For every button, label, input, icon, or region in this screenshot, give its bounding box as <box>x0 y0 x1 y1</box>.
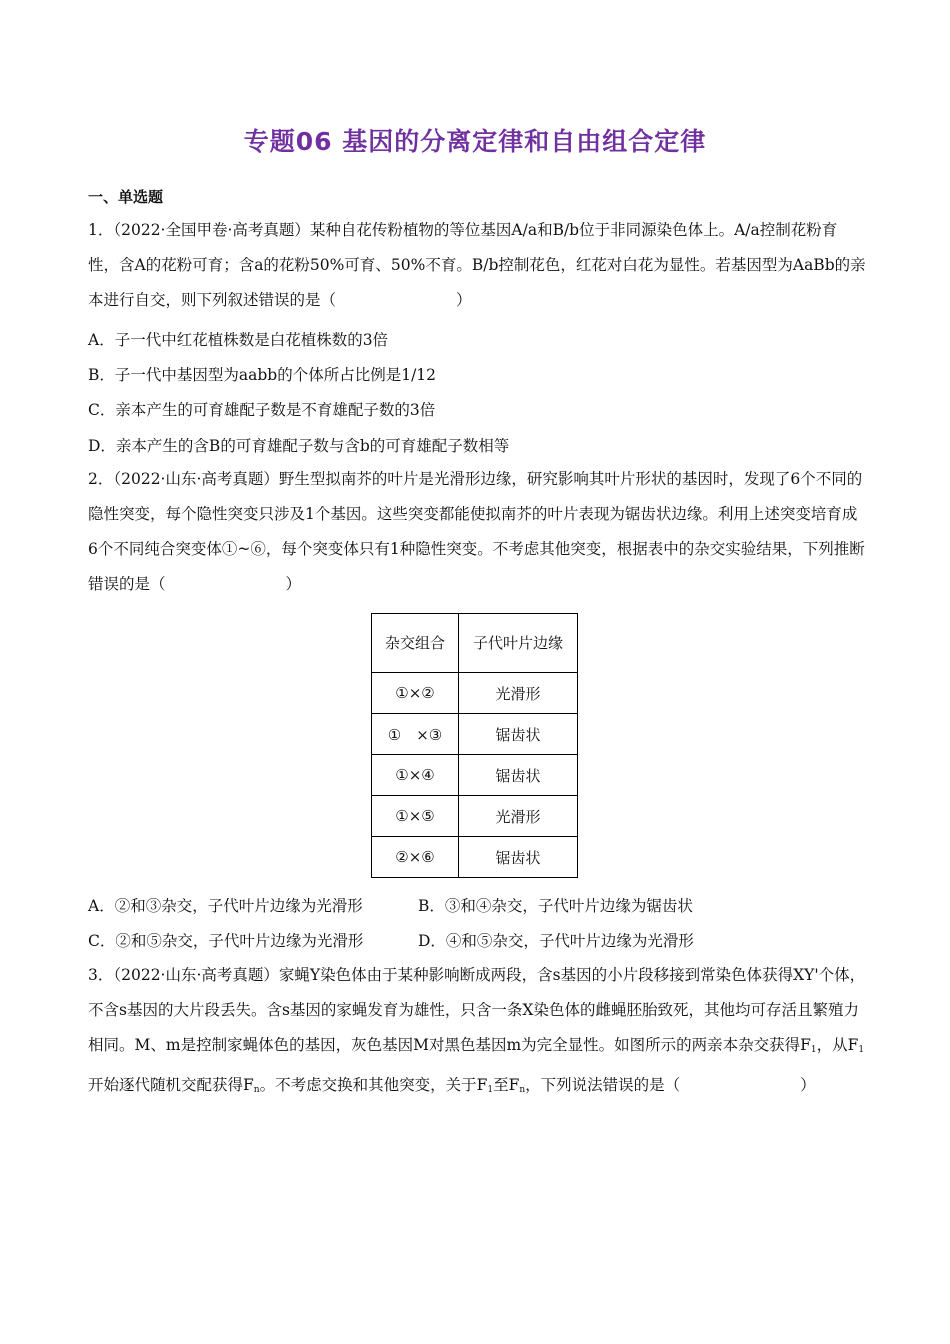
table-cell: ②×⑥ <box>372 837 459 878</box>
question-2-paren-close: ） <box>285 575 302 593</box>
question-2-option-a[interactable]: A．②和③杂交，子代叶片边缘为光滑形 <box>88 897 363 915</box>
question-3-text: 3．（2022·山东·高考真题）家蝇Y染色体由于某种影响断成两段，含s基因的小片段移接到常染色体获得XY'个体，不含s基因的大片段丢失。含s基因的家蝇发育为雄性，只含一条X染色体的雌蝇胚胎致死，其他均可存活且繁殖力相同。M、m是控制家蝇体色的基因，灰色基因M对黑色基因m为完全显性。如图所示的两亲本杂交获得F <box>88 966 866 1054</box>
table-row <box>372 673 578 714</box>
question-3-stem <box>88 958 866 1108</box>
subscript: 1 <box>810 1045 817 1055</box>
table-cell: 光滑形 <box>459 673 578 714</box>
table-header-row <box>372 614 578 673</box>
table-cell: ① ×③ <box>372 714 459 755</box>
subscript: 1 <box>858 1045 865 1055</box>
question-3-text: ，下列说法错误的是（ <box>525 1076 681 1094</box>
cross-results-table <box>371 613 578 878</box>
table-cell: ①×⑤ <box>372 796 459 837</box>
question-3-paren-close: ） <box>800 1076 816 1094</box>
table-header-cell: 杂交组合 <box>372 614 459 673</box>
question-3-text: 至F <box>493 1076 520 1094</box>
table-cell: 锯齿状 <box>459 714 578 755</box>
question-1-text: 1．（2022·全国甲卷·高考真题）某种自花传粉植物的等位基因A/a和B/b位于非同源染色体上。A/a控制花粉育性，含A的花粉可育；含a的花粉50%可育、50%不育。B/b控制花色，红花对白花为显性。若基因型为AaBb的亲本进行自交，则下列叙述错误的是（ <box>88 221 866 309</box>
table-cell: 锯齿状 <box>459 755 578 796</box>
question-3-text: 开始逐代随机交配获得F <box>88 1076 254 1094</box>
question-1-paren-close: ） <box>456 291 472 309</box>
question-1-stem <box>88 213 866 318</box>
page-title: 专题06 基因的分离定律和自由组合定律 <box>243 127 707 156</box>
table-row <box>372 837 578 878</box>
question-2-option-b[interactable]: B．③和④杂交，子代叶片边缘为锯齿状 <box>418 897 693 915</box>
question-3-text: ，从F <box>816 1036 859 1054</box>
question-2-option-c[interactable]: C．②和⑤杂交，子代叶片边缘为光滑形 <box>88 932 364 950</box>
subscript: n <box>253 1085 260 1095</box>
subscript: n <box>519 1085 526 1095</box>
question-3-text: 。不考虑交换和其他突变，关于F <box>259 1076 488 1094</box>
question-1-option-d[interactable]: D．亲本产生的含B的可育雄配子数与含b的可育雄配子数相等 <box>88 437 510 455</box>
table-row <box>372 755 578 796</box>
table-cell: 光滑形 <box>459 796 578 837</box>
question-1-option-c[interactable]: C．亲本产生的可育雄配子数是不育雄配子数的3倍 <box>88 401 436 419</box>
table-row <box>372 714 578 755</box>
section-heading: 一、单选题 <box>88 188 164 206</box>
question-1-option-b[interactable]: B．子一代中基因型为aabb的个体所占比例是1/12 <box>88 366 437 384</box>
table-row <box>372 796 578 837</box>
question-2-option-d[interactable]: D．④和⑤杂交，子代叶片边缘为光滑形 <box>418 932 694 950</box>
table-cell: ①×④ <box>372 755 459 796</box>
subscript: 1 <box>487 1085 494 1095</box>
table-cell: 锯齿状 <box>459 837 578 878</box>
question-2-stem <box>88 462 866 602</box>
table-header-cell: 子代叶片边缘 <box>459 614 578 673</box>
question-1-option-a[interactable]: A．子一代中红花植株数是白花植株数的3倍 <box>88 331 389 349</box>
table-cell: ①×② <box>372 673 459 714</box>
question-2-text: 2．（2022·山东·高考真题）野生型拟南芥的叶片是光滑形边缘，研究影响其叶片形状的基因时，发现了6个不同的隐性突变，每个隐性突变只涉及1个基因。这些突变都能使拟南芥的叶片表现为锯齿状边缘。利用上述突变培育成6个不同纯合突变体①~⑥，每个突变体只有1种隐性突变。不考虑其他突变，根据表中的杂交实验结果，下列推断错误的是（ <box>88 470 865 593</box>
